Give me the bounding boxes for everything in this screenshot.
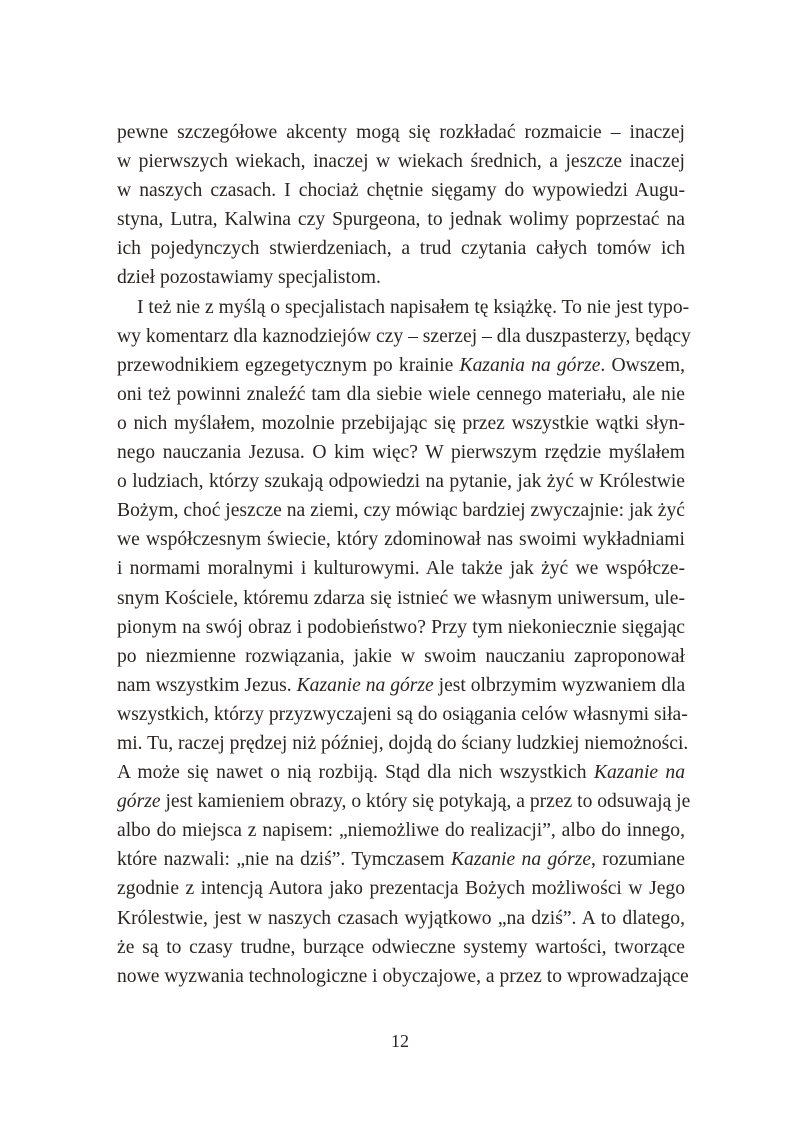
text-run: nowe wyzwania technologiczne i obyczajowe, a przez to wprowadzające <box>117 965 689 987</box>
text-run: wy komentarz dla kaznodziejów czy – szerzej – dla duszpasterzy, będący <box>117 325 691 347</box>
text-line <box>117 496 685 525</box>
text-run: o ludziach, którzy szukają odpowiedzi na pytanie, jak żyć w Królestwie <box>117 471 685 493</box>
text-run: jest kamieniem obrazy, o który się potykają, a przez to odsuwają je <box>160 791 691 813</box>
text-line <box>117 671 685 700</box>
text-line <box>117 613 685 642</box>
text-run: że są to czasy trudne, burzące odwieczne systemy wartości, tworzące <box>117 936 685 958</box>
text-line <box>117 467 685 496</box>
text-line <box>117 584 685 613</box>
text-run: styna, Lutra, Kalwina czy Spurgeona, to jednak wolimy poprzestać na <box>117 209 685 231</box>
text-line <box>117 176 685 205</box>
text-line <box>117 322 691 351</box>
text-line <box>117 409 685 438</box>
text-line <box>117 642 685 671</box>
text-run: pionym na swój obraz i podobieństwo? Przy tym niekoniecznie sięgając <box>117 616 685 638</box>
text-run: snym Kościele, któremu zdarza się istnieć we własnym uniwersum, ule- <box>117 587 685 609</box>
italic-title: Kazanie na górze <box>450 849 592 871</box>
text-line <box>117 758 685 787</box>
italic-title: Kazania na górze <box>459 354 601 376</box>
paragraph <box>117 118 685 293</box>
text-run: jest olbrzymim wyzwaniem dla <box>433 674 686 696</box>
text-line <box>117 904 685 933</box>
italic-title: górze <box>117 791 161 813</box>
text-line <box>117 525 685 554</box>
text-run: pewne szczegółowe akcenty mogą się rozkładać rozmaicie – inaczej <box>117 122 685 143</box>
text-run: . Owszem, <box>600 354 685 376</box>
text-line <box>117 263 685 292</box>
text-run: które nazwali: „nie na dziś”. Tymczasem <box>117 849 451 871</box>
italic-title: Kazanie na <box>593 762 686 784</box>
text-line <box>117 147 685 176</box>
text-run: , rozumiane <box>591 849 685 871</box>
text-line <box>117 729 689 758</box>
text-run: wszystkich, którzy przyzwyczajeni są do osiągania celów własnymi siła- <box>117 703 688 725</box>
text-run: przewodnikiem egzegetycznym po krainie <box>117 354 460 376</box>
text-run: albo do miejsca z napisem: „niemożliwe do realizacji”, albo do innego, <box>117 820 685 842</box>
text-run: dzieł pozostawiamy specjalistom. <box>117 267 381 289</box>
text-run: mi. Tu, raczej prędzej niż później, dojdą do ściany ludzkiej niemożności. <box>117 732 689 754</box>
text-run: po niezmienne rozwiązania, jakie w swoim nauczaniu zaproponował <box>117 645 685 667</box>
text-line <box>117 933 685 962</box>
text-run: w naszych czasach. I chociaż chętnie sięgamy do wypowiedzi Augu- <box>117 180 685 202</box>
text-run: i normami moralnymi i kulturowymi. Ale także jak żyć we współcze- <box>117 558 685 580</box>
paragraph <box>117 293 691 991</box>
text-run: Królestwie, jest w naszych czasach wyjątkowo „na dziś”. A to dlatego, <box>117 907 685 929</box>
text-line <box>117 962 689 991</box>
text-line <box>117 816 685 845</box>
text-run: we współczesnym świecie, który zdominował nas swoimi wykładniami <box>117 529 685 551</box>
text-run: Bożym, choć jeszcze na ziemi, czy mówiąc bardziej zwyczajnie: jak żyć <box>117 500 685 522</box>
text-run: zgodnie z intencją Autora jako prezentacja Bożych możliwości w Jego <box>117 878 685 900</box>
text-line <box>117 874 685 903</box>
text-line <box>117 845 685 874</box>
text-run: oni też powinni znaleźć tam dla siebie wiele cennego materiału, ale nie <box>117 383 685 405</box>
text-run: nego nauczania Jezusa. O kim więc? W pierwszym rzędzie myślałem <box>117 442 685 464</box>
text-run: ich pojedynczych stwierdzeniach, a trud czytania całych tomów ich <box>117 238 685 260</box>
text-run: o nich myślałem, mozolnie przebijając się przez wszystkie wątki słyn- <box>117 412 685 434</box>
text-line <box>117 438 685 467</box>
text-run: I też nie z myślą o specjalistach napisałem tę książkę. To nie jest typo- <box>137 296 690 318</box>
text-line <box>117 118 685 147</box>
page-number: 12 <box>391 1031 409 1051</box>
text-line <box>117 205 685 234</box>
text-run: nam wszystkim Jezus. <box>117 674 297 696</box>
italic-title: Kazanie na górze <box>296 674 434 696</box>
text-line <box>117 554 685 583</box>
text-line <box>117 380 685 409</box>
body-text <box>117 118 691 991</box>
text-line <box>117 234 685 263</box>
text-line <box>117 351 685 380</box>
text-line <box>117 293 690 322</box>
text-line <box>117 787 691 816</box>
text-run: A może się nawet o nią rozbiją. Stąd dla nich wszystkich <box>117 762 594 784</box>
text-run: w pierwszych wiekach, inaczej w wiekach średnich, a jeszcze inaczej <box>117 151 685 173</box>
text-line <box>117 700 688 729</box>
